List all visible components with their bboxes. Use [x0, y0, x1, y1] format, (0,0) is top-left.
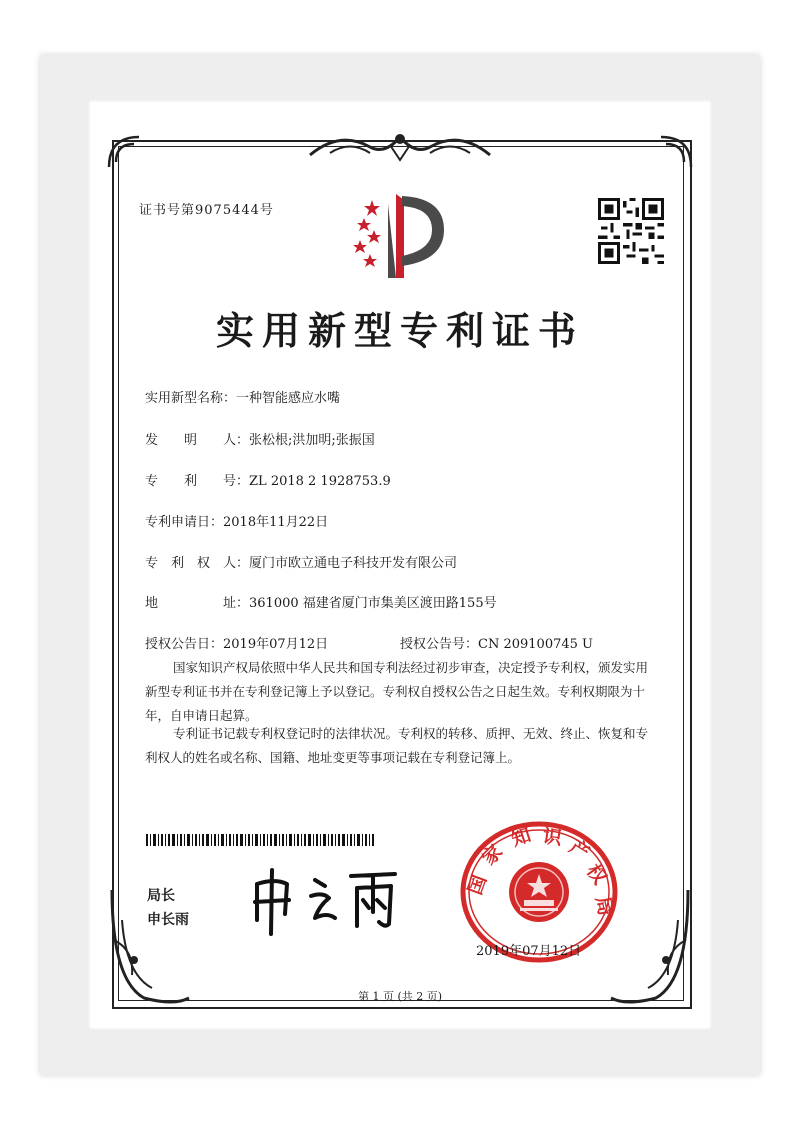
- director-name: 申长雨: [147, 912, 189, 928]
- utility-model-name-row: [145, 387, 340, 406]
- utility-model-name-label: 实用新型名称：: [145, 391, 237, 406]
- patentee-row: [145, 552, 457, 571]
- patent-number-label: 专 利 号：: [145, 474, 250, 489]
- address-row: [145, 592, 497, 611]
- qr-code-icon[interactable]: [598, 198, 664, 264]
- corner-ornament-top-left-icon: [104, 132, 144, 172]
- inventor-label: 发 明 人：: [145, 433, 250, 448]
- svg-text:知: 知: [508, 823, 534, 851]
- grant-date-row: [145, 633, 328, 652]
- filing-date-label: 专利申请日：: [145, 515, 224, 530]
- grant-number-label: 授权公告号：: [400, 637, 479, 652]
- svg-text:国: 国: [464, 872, 492, 898]
- svg-text:局: 局: [591, 894, 617, 918]
- svg-text:家: 家: [477, 840, 507, 870]
- patent-number-row: [145, 470, 391, 489]
- grant-date-label: 授权公告日：: [145, 637, 224, 652]
- patent-number-value: ZL 2018 2 1928753.9: [249, 474, 391, 489]
- grant-date-value: 2019年07月12日: [223, 637, 329, 652]
- body-para1-line1: 国家知识产权局依照中华人民共和国专利法经过初步审查，决定授予专利权，颁发实用: [173, 660, 649, 675]
- inventor-row: [145, 429, 375, 448]
- cnipa-logo-icon: [344, 190, 456, 282]
- barcode-icon: [146, 834, 374, 846]
- body-para1-line2: 新型专利证书并在专利登记簿上予以登记。专利权自授权公告之日起生效。专利权期限为十: [145, 684, 646, 699]
- grant-number-value: CN 209100745 U: [478, 637, 593, 652]
- top-ornament-icon: [300, 125, 500, 165]
- svg-text:权: 权: [581, 860, 611, 889]
- patentee-value: 厦门市欧立通电子科技开发有限公司: [249, 556, 458, 571]
- body-para2-line2: 利权人的姓名或名称、国籍、地址变更等事项记载在专利登记簿上。: [145, 750, 521, 765]
- inventor-value: 张松根;洪加明;张振国: [249, 433, 375, 448]
- page-indicator: 第 1 页 (共 2 页): [357, 990, 443, 1003]
- grant-number-row: [400, 633, 593, 652]
- signature-icon: [245, 862, 410, 937]
- svg-text:识: 识: [541, 825, 564, 850]
- filing-date-value: 2018年11月22日: [223, 515, 329, 530]
- body-para1-line3: 年，自申请日起算。: [145, 708, 258, 723]
- address-label: 地 址：: [145, 596, 250, 611]
- svg-text:产: 产: [565, 835, 594, 865]
- corner-ornament-top-right-icon: [656, 132, 696, 172]
- filing-date-row: [145, 511, 328, 530]
- seal-date: 2019年07月12日: [476, 944, 582, 959]
- director-title: 局长: [147, 888, 175, 904]
- certificate-title: 实用新型专利证书: [215, 308, 584, 353]
- certificate-number: 证书号第9075444号: [139, 203, 274, 218]
- utility-model-name-value: 一种智能感应水嘴: [236, 391, 341, 406]
- address-value: 361000 福建省厦门市集美区渡田路155号: [249, 596, 497, 611]
- body-para2-line1: 专利证书记载专利权登记时的法律状况。专利权的转移、质押、无效、终止、恢复和专: [173, 726, 649, 741]
- patentee-label: 专 利 权 人：: [145, 556, 250, 571]
